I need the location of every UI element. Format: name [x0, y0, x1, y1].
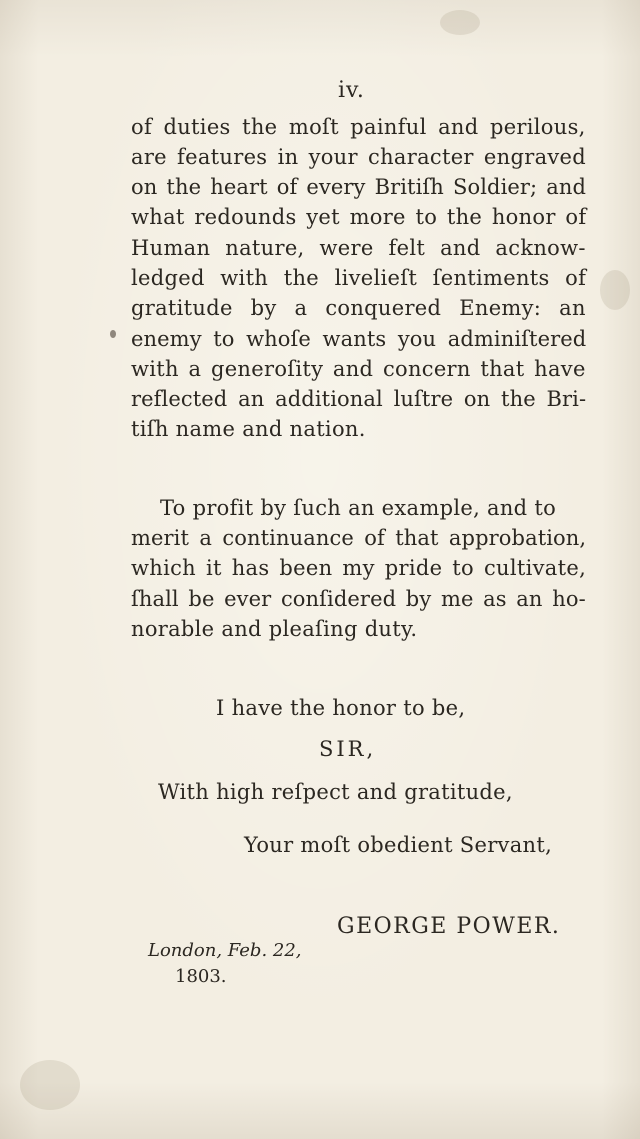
paper-stain	[20, 1060, 80, 1110]
paper-stain	[600, 270, 630, 310]
page-number: iv.	[338, 78, 365, 103]
closing-line: I have the honor to be,	[216, 696, 466, 720]
date-year: 1803.	[175, 966, 227, 987]
text-line: gratitude by a conquered Enemy: an	[131, 296, 586, 320]
text-line: which it has been my pride to cultivate,	[131, 556, 587, 580]
text-line: of duties the moſt painful and perilous,	[131, 115, 586, 139]
text-line: with a generoſity and concern that have	[131, 357, 586, 381]
text-line: on the heart of every Britiſh Soldier; and	[131, 175, 587, 199]
salutation: SIR,	[319, 737, 377, 761]
text-line: To profit by ſuch an example, and to	[160, 496, 557, 520]
text-line: tiſh name and nation.	[131, 417, 366, 441]
text-line: reflected an additional luſtre on the Bri-	[131, 387, 587, 411]
closing-line: With high reſpect and gratitude,	[158, 780, 513, 804]
paper-stain	[110, 330, 116, 338]
place-date: London, Feb. 22,	[148, 940, 302, 961]
closing-line: Your moſt obedient Servant,	[244, 833, 553, 857]
text-line: merit a continuance of that approbation,	[131, 526, 587, 550]
text-line: ledged with the livelieſt ſentiments of	[131, 266, 587, 290]
signature: GEORGE POWER.	[337, 914, 561, 939]
text-line: are features in your character engraved	[131, 145, 587, 169]
text-line: Human nature, were felt and acknow-	[131, 236, 586, 260]
text-line: norable and pleaſing duty.	[131, 617, 418, 641]
text-line: enemy to whoſe wants you adminiſtered	[131, 327, 587, 351]
paper-stain	[440, 10, 480, 35]
text-line: what redounds yet more to the honor of	[131, 205, 587, 229]
text-line: ſhall be ever conſidered by me as an ho-	[131, 587, 586, 611]
